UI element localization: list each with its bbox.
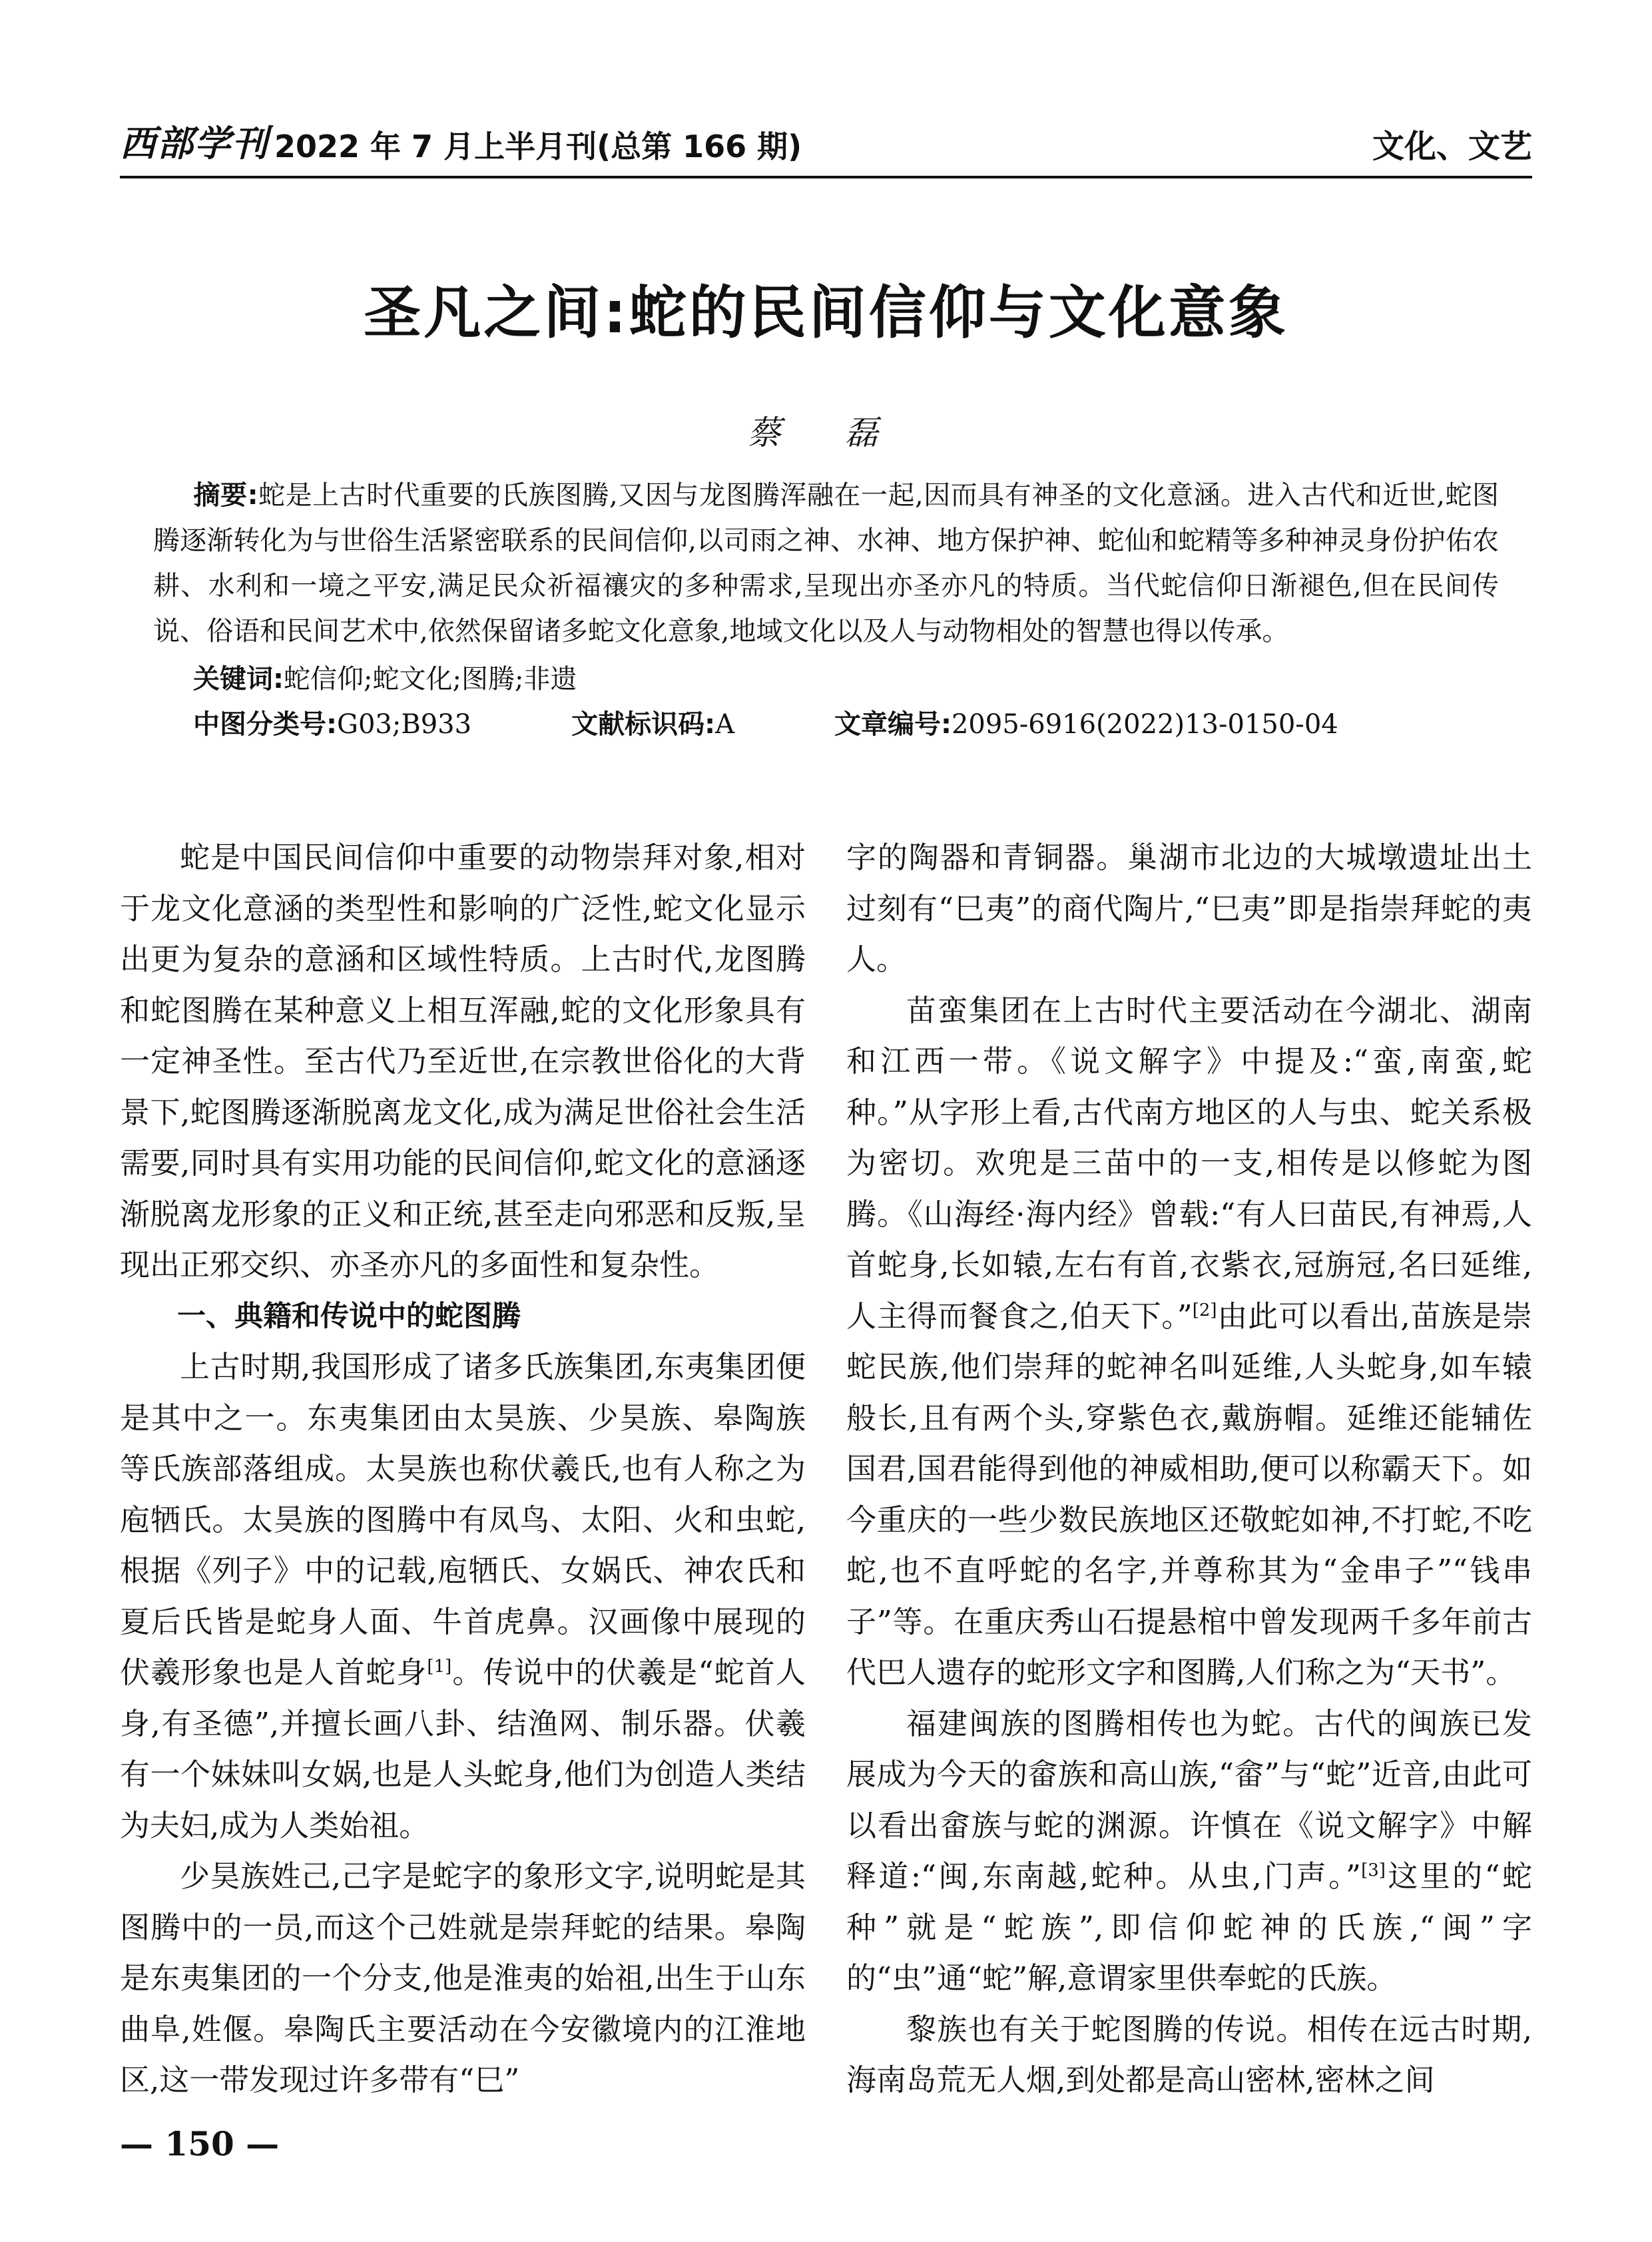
abstract-label: 摘要: — [193, 480, 258, 511]
paragraph: 字的陶器和青铜器。巢湖市北边的大城墩遗址出土过刻有“巳夷”的商代陶片,“巳夷”即是指崇拜蛇的夷人。 — [846, 840, 1532, 977]
left-column — [120, 832, 806, 2098]
section-heading: 一、典籍和传说中的蛇图腾 — [177, 1299, 521, 1333]
clc-item — [193, 702, 471, 747]
article-title: 圣凡之间:蛇的民间信仰与文化意象 — [364, 280, 1288, 346]
clc-value: G03;B933 — [337, 709, 472, 740]
keywords — [193, 657, 1499, 702]
header-left — [120, 115, 802, 166]
paragraph-text: 苗蛮集团在上古时代主要活动在今湖北、湖南和江西一带。《说文解字》中提及:“蛮,南蛮,蛇种。”从字形上看,古代南方地区的人与虫、蛇关系极为密切。欢兜是三苗中的一支,相传是以修蛇为图腾。《山海经·海内经》曾载:“有人曰苗民,有神焉,人首蛇身,长如辕,左右有首,衣紫衣,冠旃冠,名曰延维,人主得而餐食之,伯天下。” — [846, 992, 1532, 1334]
page-number: — 150 — — [120, 2124, 280, 2163]
abstract-text: 蛇是上古时代重要的氏族图腾,又因与龙图腾浑融在一起,因而具有神圣的文化意涵。进入古代和近世,蛇图腾逐渐转化为与世俗生活紧密联系的民间信仰,以司雨之神、水神、地方保护神、蛇仙和蛇精等多种神灵身份护佑农耕、水利和一境之平安,满足民众祈福禳灾的多种需求,呈现出亦圣亦凡的特质。当代蛇信仰日渐褪色,但在民间传说、俗语和民间艺术中,依然保留诸多蛇文化意象,地域文化以及人与动物相处的智慧也得以传承。 — [153, 480, 1499, 647]
issue-info: 2022 年 7 月上半月刊(总第 166 期) — [274, 129, 802, 164]
article-number-value: 2095-6916(2022)13-0150-04 — [951, 709, 1338, 740]
keywords-text: 蛇信仰;蛇文化;图腾;非遗 — [284, 664, 577, 695]
doc-code-label: 文献标识码: — [571, 709, 716, 740]
body-columns — [120, 832, 1533, 2098]
citation-ref: [2] — [1192, 1300, 1217, 1320]
paragraph-text: 。传说中的伏羲是“蛇首人身,有圣德”,并擅长画八卦、结渔网、制乐器。伏羲有一个妹妹叫女娲,也是人头蛇身,他们为创造人类结为夫妇,成为人类始祖。 — [120, 1655, 806, 1843]
section-name: 文化、文艺 — [1372, 128, 1532, 165]
paragraph-text: 福建闽族的图腾相传也为蛇。古代的闽族已发展成为今天的畲族和高山族,“畲”与“蛇”近音,由此可以看出畲族与蛇的渊源。许慎在《说文解字》中解释道:“闽,东南越,蛇种。从虫,门声。” — [846, 1705, 1532, 1894]
paragraph — [120, 1342, 806, 1851]
paragraph — [846, 985, 1532, 1699]
author-name: 蔡 磊 — [747, 414, 905, 452]
paragraph-text: 这里的“蛇种”就是“蛇族”,即信仰蛇神的氏族,“闽”字的“虫”通“蛇”解,意谓家里供奉蛇的氏族。 — [846, 1858, 1532, 1996]
paragraph: 蛇是中国民间信仰中重要的动物崇拜对象,相对于龙文化意涵的类型性和影响的广泛性,蛇文化显示出更为复杂的意涵和区域性特质。上古时代,龙图腾和蛇图腾在某种意义上相互浑融,蛇的文化形象具有一定神圣性。至古代乃至近世,在宗教世俗化的大背景下,蛇图腾逐渐脱离龙文化,成为满足世俗社会生活需要,同时具有实用功能的民间信仰,蛇文化的意涵逐渐脱离龙形象的正义和正统,甚至走向邪恶和反叛,呈现出正邪交织、亦圣亦凡的多面性和复杂性。 — [120, 840, 806, 1282]
paragraph-text: 由此可以看出,苗族是崇蛇民族,他们崇拜的蛇神名叫延维,人头蛇身,如车辕般长,且有两个头,穿紫色衣,戴旃帽。延维还能辅佐国君,国君能得到他的神威相助,便可以称霸天下。如今重庆的一些少数民族地区还敬蛇如神,不打蛇,不吃蛇,也不直呼蛇的名字,并尊称其为“金串子”“钱串子”等。在重庆秀山石提悬棺中曾发现两千多年前古代巴人遗存的蛇形文字和图腾,人们称之为“天书”。 — [846, 1298, 1533, 1690]
abstract — [153, 473, 1499, 654]
article-number-label: 文章编号: — [834, 709, 952, 740]
paragraph: 少昊族姓己,己字是蛇字的象形文字,说明蛇是其图腾中的一员,而这个己姓就是崇拜蛇的结果。皋陶是东夷集团的一个分支,他是淮夷的始祖,出生于山东曲阜,姓偃。皋陶氏主要活动在今安徽境内的江淮地区,这一带发现过许多带有“巳” — [120, 1858, 806, 2098]
doc-code-item — [571, 702, 734, 747]
citation-ref: [1] — [427, 1657, 452, 1677]
paragraph: 黎族也有关于蛇图腾的传说。相传在远古时期,海南岛荒无人烟,到处都是高山密林,密林之间 — [846, 2011, 1532, 2098]
citation-ref: [3] — [1361, 1860, 1386, 1880]
clc-label: 中图分类号: — [193, 709, 337, 740]
article-meta — [153, 473, 1499, 747]
article-number-item — [834, 702, 1338, 747]
classification-row — [193, 702, 1499, 747]
right-column — [846, 832, 1533, 2098]
paragraph-text: 上古时期,我国形成了诸多氏族集团,东夷集团便是其中之一。东夷集团由太昊族、少昊族、皋陶族等氏族部落组成。太昊族也称伏羲氏,也有人称之为庖牺氏。太昊族的图腾中有凤鸟、太阳、火和虫蛇,根据《列子》中的记载,庖牺氏、女娲氏、神农氏和夏后氏皆是蛇身人面、牛首虎鼻。汉画像中展现的伏羲形象也是人首蛇身 — [120, 1349, 806, 1690]
keywords-label: 关键词: — [193, 664, 284, 695]
journal-logo: 西部学刊 — [120, 122, 269, 164]
running-header — [120, 107, 1532, 178]
doc-code-value: A — [715, 709, 734, 740]
paragraph — [846, 1699, 1532, 2004]
